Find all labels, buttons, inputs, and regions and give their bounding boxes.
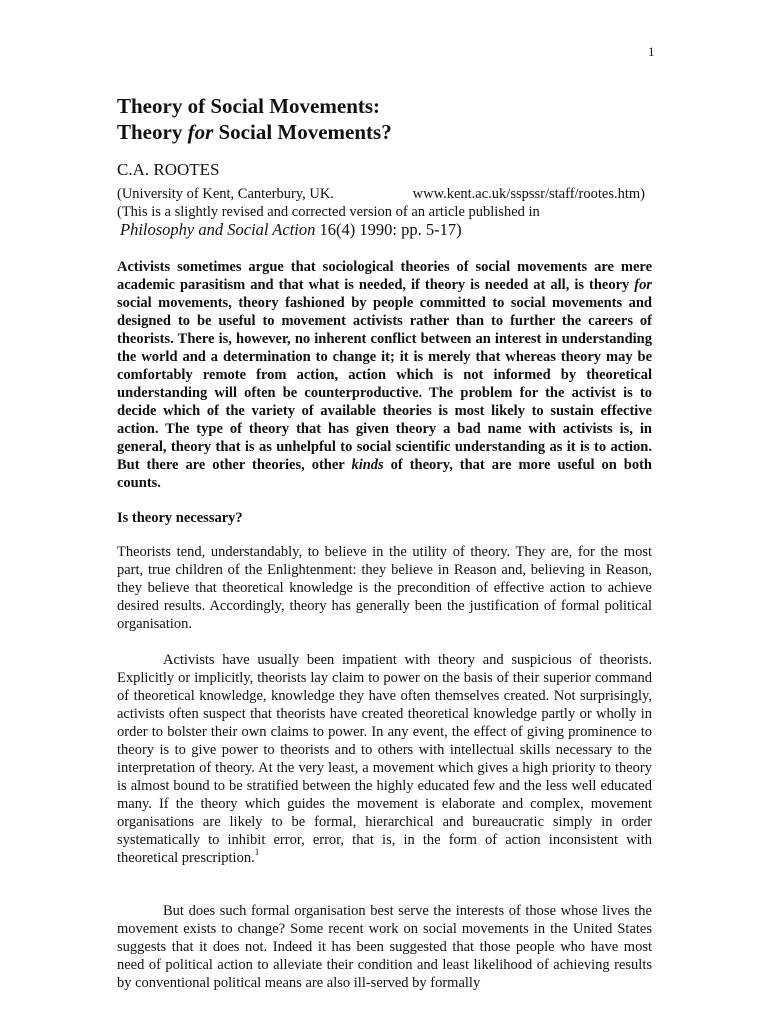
abstract [117,258,652,492]
section-heading: Is theory necessary? [117,510,243,526]
title-line-1: Theory of Social Movements: [117,94,381,118]
publication-note: (This is a slightly revised and corrected version of an article published in [117,204,540,220]
abstract-part-3: of theory, that are more useful on both counts. [117,457,652,491]
abstract-part-2: social movements, theory fashioned by people committed to social movements and designed to be useful to movement activists rather than to further the careers of theorists. There is, however, no inherent conflict between an interest in understanding the world and a determination to change it; it is merely that whereas theory may be comfortably remote from action, action which is not informed by theoretical understanding will often be counterproductive. The problem for the activist is to decide which of the variety of available theories is most likely to sustain effective action. The type of theory that has given theory a bad name with activists is, in general, theory that is as unhelpful to social scientific understanding as it is to action. But there are other theories, other [117,295,652,473]
journal-citation [120,220,462,240]
abstract-part-1: Activists sometimes argue that sociological theories of social movements are mere academic parasitism and that what is needed, if theory is needed at all, is theory [117,259,652,293]
abstract-italic-2: kinds [351,457,384,473]
author-url[interactable]: www.kent.ac.uk/sspssr/staff/rootes.htm) [412,186,645,202]
title-line-2-pre: Theory [117,120,188,144]
footnote-marker[interactable]: 1 [254,847,260,857]
institution: (University of Kent, Canterbury, UK. [117,186,334,202]
journal-title: Philosophy and Social Action [120,220,316,239]
title-line-2 [117,119,392,145]
author-name: C.A. ROOTES [117,160,220,179]
journal-issue: 16(4) 1990: pp. 5-17) [315,220,462,239]
body-paragraph-2 [117,651,652,867]
abstract-italic-1: for [634,277,652,293]
body-paragraph-3: But does such formal organisation best serve the interests of those whose lives the movement exists to change? Some recent work on social movements in the United States suggests that it does not. Indeed it has been suggested that those people who have most need of political action to alleviate their condition and least likelihood of achieving results by conventional political means are also ill-served by formally [117,903,652,991]
title-line-2-post: Social Movements? [213,120,392,144]
page-number: 1 [648,44,655,59]
body-paragraph-2-text: Activists have usually been impatient with theory and suspicious of theorists. Explicitly or implicitly, theorists lay claim to power on the basis of their superior command of theoretical knowledge, knowledge they have often themselves created. Not surprisingly, activists often suspect that theorists have created theoretical knowledge partly or wholly in order to bolster their own claims to power. In any event, the effect of giving prominence to theory is to give power to theorists and to others with intellectual skills necessary to the interpretation of theory. At the very least, a movement which gives a high priority to theory is almost bound to be stratified between the highly educated few and the less well educated many. If the theory which guides the movement is elaborate and complex, movement organisations are likely to be formal, hierarchical and bureaucratic simply in order systematically to inhibit error, error, that is, in the form of action inconsistent with theoretical prescription. [117,652,652,866]
affiliation-block [117,185,677,221]
body-paragraph-1: Theorists tend, understandably, to believe in the utility of theory. They are, for the most part, true children of the Enlightenment: they believe in Reason and, believing in Reason, they believe that theoretical knowledge is the precondition of effective action to achieve desired results. Accordingly, theory has generally been the justification of formal political organisation. [117,544,652,632]
title-line-2-italic: for [187,120,214,144]
document-title [117,93,392,145]
